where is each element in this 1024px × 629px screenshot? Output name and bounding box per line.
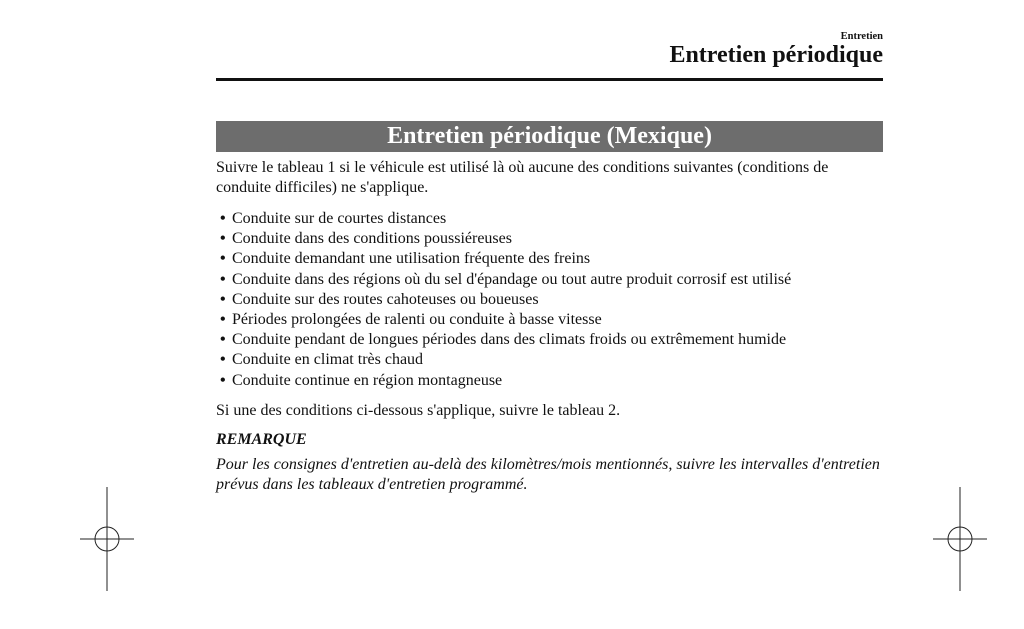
condition-item	[216, 310, 791, 330]
table-instruction: Si une des conditions ci-dessous s'applique, suivre le tableau 2.	[216, 402, 621, 419]
bullet-icon: •	[220, 250, 226, 268]
condition-text: Conduite sur de courtes distances	[232, 210, 447, 227]
note-label: REMARQUE	[216, 431, 307, 448]
bullet-icon: •	[220, 270, 226, 288]
condition-text: Conduite continue en région montagneuse	[232, 371, 503, 389]
condition-item	[216, 371, 791, 391]
intro-paragraph: Suivre le tableau 1 si le véhicule est utilisé là où aucune des conditions suivantes (conditions de conduite difficiles) ne s'applique.	[216, 159, 829, 196]
note-text: Pour les consignes d'entretien au-delà des kilomètres/mois mentionnés, suivre les intervalles d'entretien prévus dans les tableaux d'entretien programmé.	[216, 456, 880, 493]
bullet-icon: •	[220, 331, 226, 349]
condition-text: Conduite pendant de longues périodes dans des climats froids ou extrêmement humide	[232, 331, 787, 349]
condition-item	[216, 249, 791, 269]
conditions-list	[216, 209, 791, 391]
condition-text: Conduite dans des conditions poussiéreuses	[232, 230, 512, 248]
bullet-icon: •	[220, 210, 226, 227]
condition-item	[216, 229, 791, 249]
section-label: Entretien	[840, 31, 883, 42]
header-divider	[216, 78, 883, 81]
condition-text: Périodes prolongées de ralenti ou conduite à basse vitesse	[232, 311, 602, 329]
bullet-icon: •	[220, 230, 226, 248]
condition-text: Conduite en climat très chaud	[232, 351, 424, 369]
registration-mark-right	[933, 487, 987, 591]
condition-item	[216, 290, 791, 310]
bullet-icon: •	[220, 371, 226, 389]
condition-item	[216, 270, 791, 290]
bullet-icon: •	[220, 351, 226, 369]
registration-mark-left	[80, 487, 134, 591]
page-title: Entretien périodique	[669, 42, 883, 68]
condition-item	[216, 330, 791, 350]
condition-text: Conduite dans des régions où du sel d'épandage ou tout autre produit corrosif est utilisé	[232, 270, 792, 288]
bullet-icon: •	[220, 290, 226, 308]
condition-item	[216, 350, 791, 370]
section-banner: Entretien périodique (Mexique)	[216, 121, 883, 152]
condition-text: Conduite demandant une utilisation fréquente des freins	[232, 250, 591, 268]
condition-item	[216, 209, 791, 229]
bullet-icon: •	[220, 311, 226, 329]
condition-text: Conduite sur des routes cahoteuses ou boueuses	[232, 290, 539, 308]
